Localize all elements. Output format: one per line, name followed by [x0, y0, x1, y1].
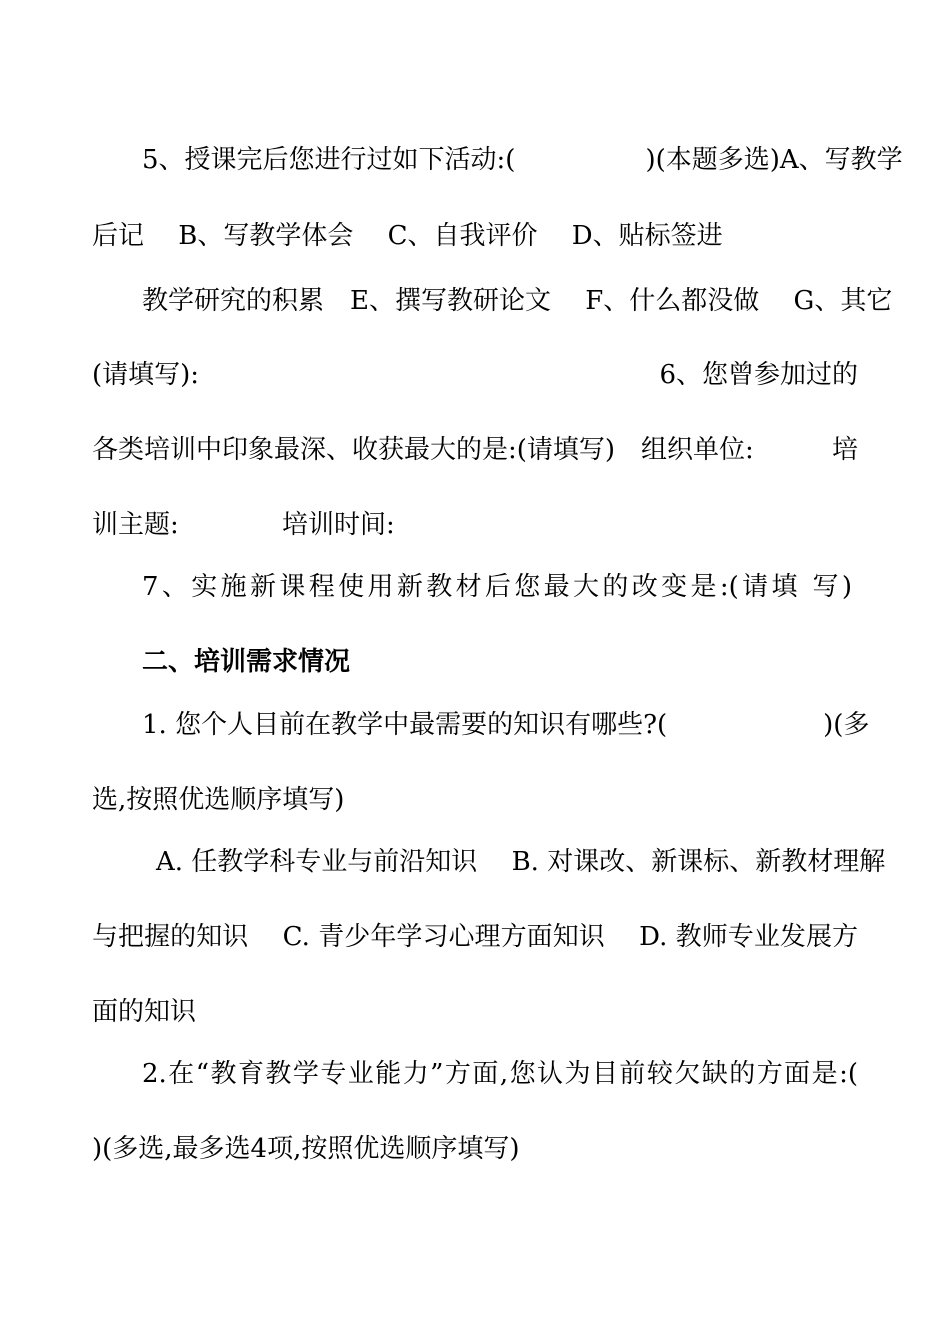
q6-line-2 — [92, 508, 858, 542]
training-time-label: 培训时间: — [282, 510, 395, 540]
q6-line-end: 培 — [831, 435, 858, 465]
s2-q2-line-2: )(多选,最多选4项,按照优选顺序填写) — [92, 1134, 520, 1164]
s2-q1-line-1: 1. 您个人目前在教学中最需要的知识有哪些?( )(多 — [142, 710, 870, 740]
s2-q1-options-line-2: 与把握的知识 C. 青少年学习心理方面知识 D. 教师专业发展方 — [92, 922, 858, 952]
section-2-heading: 二、培训需求情况 — [142, 647, 351, 677]
s2-q1-options-line-3: 面的知识 — [92, 997, 197, 1027]
q6-start: 6、您曾参加过的 — [659, 360, 858, 390]
q7-line-1: 7、实施新课程使用新教材后您最大的改变是:(请填 写) — [142, 572, 852, 602]
q6-line-1 — [92, 433, 858, 467]
s2-q2-line-1: 2.在“教育教学专业能力”方面,您认为目前较欠缺的方面是:( — [142, 1059, 858, 1089]
q5-line-2: 后记 B、写教学体会 C、自我评价 D、贴标签进 — [92, 221, 723, 251]
q5-line-1: 5、授课完后您进行过如下活动:( )(本题多选)A、写教学 — [142, 145, 903, 175]
training-topic-label: 训主题: — [92, 510, 179, 540]
q5-fill-prompt: (请填写): — [92, 360, 200, 390]
q5-line-3: 教学研究的积累 E、撰写教研论文 F、什么都没做 G、其它 — [142, 286, 893, 316]
s2-q1-options-line-1: A. 任教学科专业与前沿知识 B. 对课改、新课标、新教材理解 — [156, 847, 886, 877]
q6-question-text: 各类培训中印象最深、收获最大的是:(请填写) 组织单位: — [92, 435, 754, 465]
s2-q1-line-2: 选,按照优选顺序填写) — [92, 785, 345, 815]
q5-line-4 — [92, 358, 858, 392]
